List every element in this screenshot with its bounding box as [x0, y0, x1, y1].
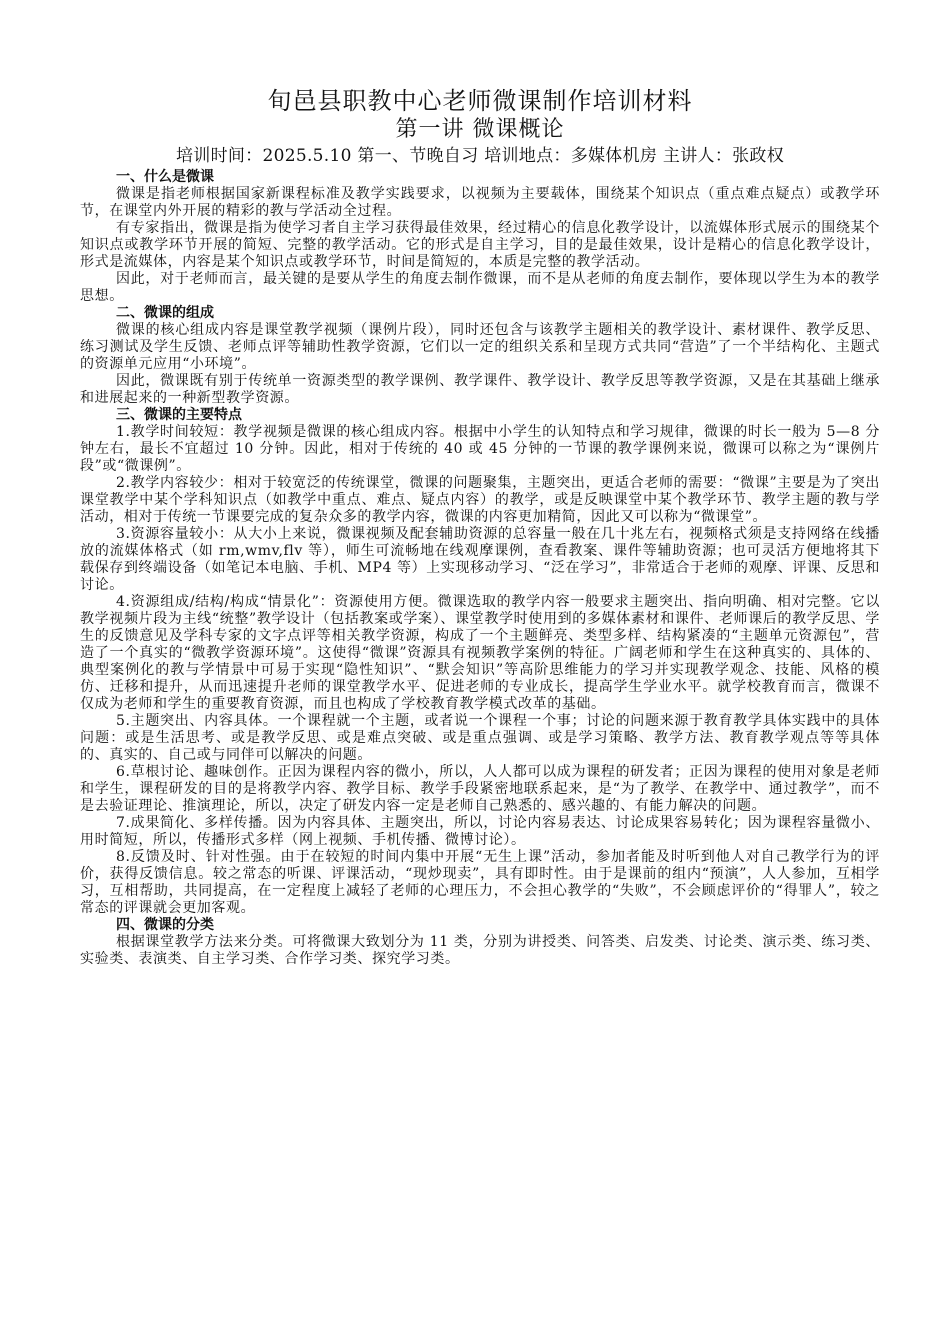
- feature-paragraph: 8.反馈及时、针对性强。由于在较短的时间内集中开展“无生上课”活动，参加者能及时听到他人对自己教学行为的评价，获得反馈信息。较之常态的听课、评课活动，“现炒现卖”，具有即时性。由于是课前的组内“预演”，人人参加，互相学习，互相帮助，共同提高，在一定程度上减轻了老师的心理压力，不会担心教学的“失败”，不会顾虑评价的“得罪人”，较之常态的评课就会更加客观。: [80, 849, 880, 916]
- paragraph: 根据课堂教学方法来分类。可将微课大致划分为 11 类，分别为讲授类、问答类、启发类、讨论类、演示类、练习类、实验类、表演类、自主学习类、合作学习类、探究学习类。: [80, 934, 880, 967]
- section-features: [80, 407, 880, 917]
- section-what-is-microlecture: [80, 169, 880, 305]
- feature-paragraph: 7.成果简化、多样传播。因为内容具体、主题突出，所以，讨论内容易表达、讨论成果容易转化；因为课程容量微小、用时简短，所以，传播形式多样（网上视频、手机传播、微博讨论）。: [80, 815, 880, 848]
- section-classification: [80, 917, 880, 968]
- section-heading: 一、什么是微课: [116, 169, 214, 185]
- section-heading: 四、微课的分类: [116, 917, 214, 933]
- section-composition: [80, 305, 880, 407]
- section-heading: 三、微课的主要特点: [116, 407, 242, 423]
- feature-paragraph: 5.主题突出、内容具体。一个课程就一个主题，或者说一个课程一个事；讨论的问题来源于教育教学具体实践中的具体问题：或是生活思考、或是教学反思、或是难点突破、或是重点强调、或是学习策略、教学方法、教育教学观点等等具体的、真实的、自己或与同伴可以解决的问题。: [80, 713, 880, 763]
- paragraph: 因此，微课既有别于传统单一资源类型的教学课例、教学课件、教学设计、教学反思等教学资源，又是在其基础上继承和进展起来的一种新型教学资源。: [80, 373, 880, 406]
- feature-paragraph: 3.资源容量较小：从大小上来说，微课视频及配套辅助资源的总容量一般在几十兆左右，视频格式须是支持网络在线播放的流媒体格式（如 rm,wmv,flv 等），师生可流畅地在线观摩课例，查看教案、课件等辅助资源；也可灵活方便地将其下载保存到终端设备（如笔记本电脑、手机、MP4 等）上实现移动学习、“泛在学习”，非常适合于老师的观摩、评课、反思和讨论。: [80, 526, 880, 593]
- paragraph: 微课是指老师根据国家新课程标准及教学实践要求，以视频为主要载体，围绕某个知识点（重点难点疑点）或教学环节，在课堂内外开展的精彩的教与学活动全过程。: [80, 186, 880, 219]
- document-page: [80, 86, 880, 968]
- document-title: 旬邑县职教中心老师微课制作培训材料: [267, 87, 693, 115]
- feature-paragraph: 4.资源组成/结构/构成“情景化”：资源使用方便。微课选取的教学内容一般要求主题突出、指向明确、相对完整。它以教学视频片段为主线“统整”教学设计（包括教案或学案）、课堂教学时使用到的多媒体素材和课件、老师课后的教学反思、学生的反馈意见及学科专家的文字点评等相关教学资源，构成了一个主题鲜亮、类型多样、结构紧凑的“主题单元资源包”，营造了一个真实的“微教学资源环境”。这使得“微课”资源具有视频教学案例的特征。广阔老师和学生在这种真实的、具体的、典型案例化的教与学情景中可易于实现“隐性知识”、“默会知识”等高阶思维能力的学习并实现教学观念、技能、风格的模仿、迁移和提升，从而迅速提升老师的课堂教学水平、促进老师的专业成长，提高学生学业水平。就学校教育而言，微课不仅成为老师和学生的重要教育资源，而且也构成了学校教育教学模式改革的基础。: [80, 594, 880, 712]
- feature-paragraph: 1.教学时间较短：教学视频是微课的核心组成内容。根据中小学生的认知特点和学习规律，微课的时长一般为 5—8 分钟左右，最长不宜超过 10 分钟。因此，相对于传统的 40 或 45 分钟的一节课的教学课例来说，微课可以称之为“课例片段”或“微课例”。: [80, 424, 880, 474]
- paragraph: 微课的核心组成内容是课堂教学视频（课例片段），同时还包含与该教学主题相关的教学设计、素材课件、教学反思、练习测试及学生反馈、老师点评等辅助性教学资源，它们以一定的组织关系和呈现方式共同“营造”了一个半结构化、主题式的资源单元应用“小环境”。: [80, 322, 880, 372]
- paragraph: 因此，对于老师而言，最关键的是要从学生的角度去制作微课，而不是从老师的角度去制作，要体现以学生为本的教学思想。: [80, 271, 880, 304]
- training-info: 培训时间：2025.5.10 第一、节晚自习 培训地点：多媒体机房 主讲人：张政权: [175, 146, 785, 166]
- paragraph: 有专家指出，微课是指为使学习者自主学习获得最佳效果，经过精心的信息化教学设计，以流媒体形式展示的围绕某个知识点或教学环节开展的简短、完整的教学活动。它的形式是自主学习，目的是最佳效果，设计是精心的信息化教学设计，形式是流媒体，内容是某个知识点或教学环节，时间是简短的，本质是完整的教学活动。: [80, 220, 880, 270]
- lecture-subtitle: 第一讲 微课概论: [395, 117, 565, 142]
- feature-paragraph: 2.教学内容较少：相对于较宽泛的传统课堂，微课的问题聚集，主题突出，更适合老师的需要：“微课”主要是为了突出课堂教学中某个学科知识点（如教学中重点、难点、疑点内容）的教学，或是反映课堂中某个教学环节、教学主题的教与学活动，相对于传统一节课要完成的复杂众多的教学内容，微课的内容更加精简，因此又可以称为“微课堂”。: [80, 475, 880, 525]
- section-heading: 二、微课的组成: [116, 305, 214, 321]
- feature-paragraph: 6.草根讨论、趣味创作。正因为课程内容的微小，所以，人人都可以成为课程的研发者；正因为课程的使用对象是老师和学生，课程研发的目的是将教学内容、教学目标、教学手段紧密地联系起来，是“为了教学、在教学中、通过教学”，而不是去验证理论、推演理论，所以，决定了研发内容一定是老师自己熟悉的、感兴趣的、有能力解决的问题。: [80, 764, 880, 814]
